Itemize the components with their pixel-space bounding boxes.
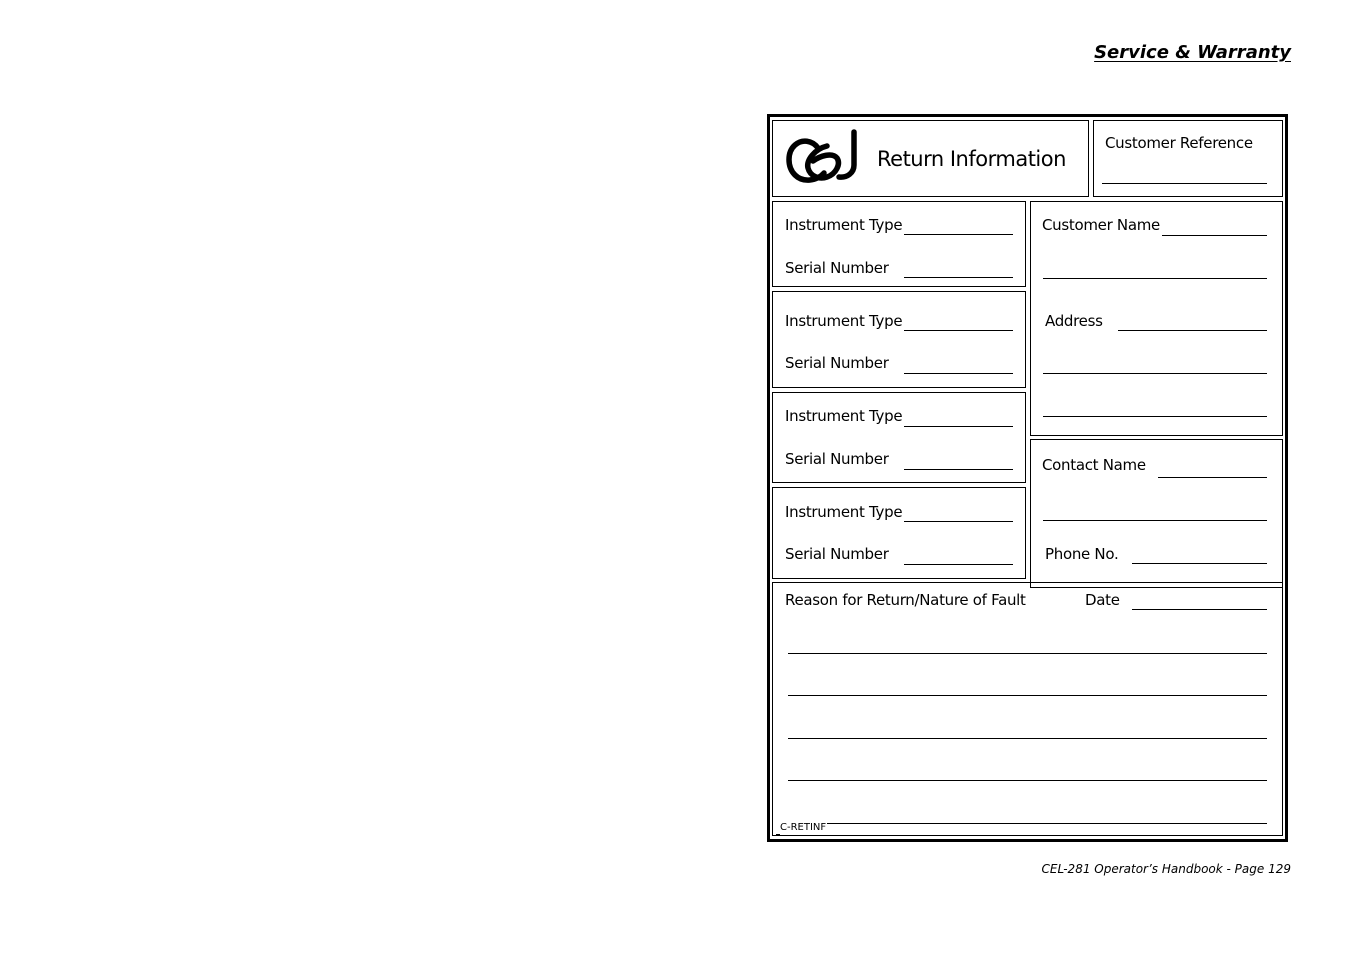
reason-field-line-3[interactable] (788, 738, 1267, 739)
instrument-box-2 (772, 291, 1026, 388)
phone-field[interactable] (1132, 563, 1267, 564)
date-field[interactable] (1132, 609, 1267, 610)
reason-field-line-5[interactable] (827, 823, 1267, 824)
date-label: Date (1085, 591, 1120, 609)
section-title: Service & Warranty (1094, 42, 1291, 63)
reason-box (772, 582, 1283, 836)
instrument-type-field[interactable] (904, 426, 1013, 427)
address-field-line-2[interactable] (1043, 373, 1267, 374)
form-title-box (772, 120, 1089, 197)
customer-reference-field[interactable] (1102, 183, 1267, 184)
customer-reference-label: Customer Reference (1105, 134, 1253, 152)
form-code: C-RETINF (780, 822, 827, 833)
address-field[interactable] (1118, 330, 1267, 331)
customer-name-field-line-2[interactable] (1043, 278, 1267, 279)
serial-number-label: Serial Number (785, 450, 889, 468)
serial-number-label: Serial Number (785, 259, 889, 277)
reason-field-line-2[interactable] (788, 695, 1267, 696)
form-title: Return Information (877, 147, 1066, 171)
phone-label: Phone No. (1045, 545, 1119, 563)
customer-name-label: Customer Name (1042, 216, 1160, 234)
contact-name-label: Contact Name (1042, 456, 1146, 474)
contact-name-field[interactable] (1158, 477, 1267, 478)
address-label: Address (1045, 312, 1103, 330)
instrument-type-label: Instrument Type (785, 503, 903, 521)
serial-number-field[interactable] (904, 469, 1013, 470)
cel-logo-icon (784, 129, 862, 187)
customer-name-field[interactable] (1162, 235, 1267, 236)
code-rule (776, 834, 780, 835)
instrument-type-label: Instrument Type (785, 216, 903, 234)
serial-number-field[interactable] (904, 373, 1013, 374)
address-field-line-3[interactable] (1043, 416, 1267, 417)
instrument-box-1 (772, 201, 1026, 287)
instrument-box-4 (772, 487, 1026, 579)
reason-field-line-1[interactable] (788, 653, 1267, 654)
customer-reference-box (1093, 120, 1283, 197)
instrument-type-field[interactable] (904, 234, 1013, 235)
contact-name-field-line-2[interactable] (1043, 520, 1267, 521)
instrument-type-field[interactable] (904, 521, 1013, 522)
reason-field-line-4[interactable] (788, 780, 1267, 781)
instrument-box-3 (772, 392, 1026, 483)
customer-address-box (1030, 201, 1283, 436)
contact-box (1030, 439, 1283, 588)
serial-number-label: Serial Number (785, 354, 889, 372)
serial-number-label: Serial Number (785, 545, 889, 563)
serial-number-field[interactable] (904, 277, 1013, 278)
instrument-type-field[interactable] (904, 330, 1013, 331)
instrument-type-label: Instrument Type (785, 312, 903, 330)
page-footer: CEL-281 Operator’s Handbook - Page 129 (1041, 862, 1291, 876)
serial-number-field[interactable] (904, 564, 1013, 565)
reason-label: Reason for Return/Nature of Fault (785, 591, 1026, 609)
instrument-type-label: Instrument Type (785, 407, 903, 425)
